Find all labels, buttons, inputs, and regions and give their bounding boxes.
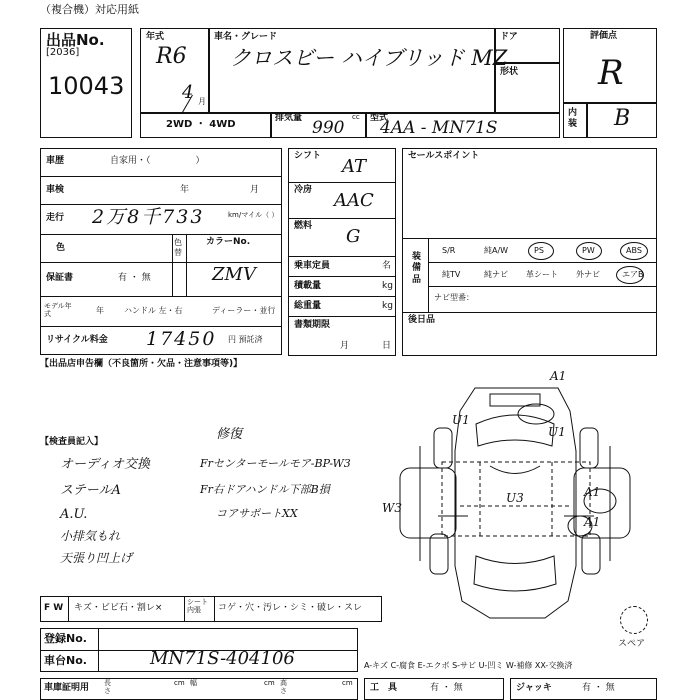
equip-label: 装備品 (412, 252, 422, 285)
fw-label: F W (44, 603, 64, 613)
model-year-label: モデル年式 (44, 302, 72, 319)
load-label: 積載量 (294, 281, 322, 291)
damage-legend: A-キズ C-腐食 E-エクボ S-サビ U-凹ミ W-補修 XX-交換済 (364, 661, 573, 670)
model-year-unit: 年 (96, 306, 104, 315)
cert-label: 車庫証明用 (44, 683, 90, 693)
jack-value: 有 ・ 無 (582, 683, 615, 693)
width-cm: cm (264, 679, 275, 687)
length-label: 長さ (104, 679, 111, 695)
mark-a1-lower: A1 (584, 515, 601, 529)
shape-label: 形状 (500, 67, 519, 77)
chassis-label: 車台No. (44, 654, 87, 667)
mark-u3: U3 (506, 491, 524, 505)
dealer-label: ディーラー・並行 (212, 306, 276, 315)
equip-aw: 純A/W (484, 246, 509, 255)
height-cm: cm (342, 679, 353, 687)
displacement-value: 990 (312, 118, 345, 138)
mileage-unit: km/マイル（ ） (228, 211, 279, 219)
equip-navi: 純ナビ (484, 270, 508, 279)
drive-label: 2WD ・ 4WD (166, 119, 236, 130)
docs-month: 月 (340, 341, 350, 351)
mark-u1-left: U1 (452, 413, 470, 427)
equip-sr: S/R (442, 246, 456, 255)
later-label: 後日品 (408, 315, 436, 325)
model-label: 型式 (370, 113, 389, 123)
inspection-label: 車検 (46, 185, 65, 195)
inspector-note-4: 小排気もれ (60, 529, 121, 543)
sheet-items: コゲ・穴・汚レ・シミ・破レ・スレ (218, 603, 363, 613)
equip-ext-navi: 外ナビ (576, 270, 600, 279)
inspection-year: 年 (180, 185, 190, 195)
color-no-label: カラーNo. (206, 237, 251, 247)
spare-tire-icon (620, 606, 648, 634)
displacement-label: 排気量 (275, 113, 303, 123)
fw-items: キズ・ビビ石・割レ× (74, 603, 163, 613)
equip-airbag: エアB (622, 270, 644, 279)
docs-label: 書類期限 (294, 320, 331, 330)
registration-label: 登録No. (44, 632, 87, 645)
height-label: 高さ (280, 679, 287, 695)
recycle-unit: 円 預託済 (228, 335, 263, 344)
inspector-label: 【検査員記入】 (40, 437, 104, 447)
equip-ps: PS (534, 246, 544, 255)
inspector-note-8: Fr右ドアハンドル下部B損 (200, 483, 330, 496)
color-label: 色 (56, 243, 66, 253)
inspection-month: 月 (250, 185, 260, 195)
equip-leather: 革シート (526, 270, 558, 279)
inspector-note-3: A.U. (60, 507, 88, 522)
year-label: 年式 (146, 32, 165, 42)
interior-label: 内装 (568, 108, 578, 129)
inspector-note-7: Frセンターモールモア-BP-W3 (200, 457, 351, 470)
tool-value: 有 ・ 無 (430, 683, 463, 693)
mark-u1-right: U1 (548, 425, 566, 439)
weight-unit: kg (382, 301, 393, 311)
seat-code: [2036] (46, 47, 80, 58)
mark-a1-top: A1 (550, 369, 567, 383)
score-label: 評価点 (590, 31, 618, 41)
color-change: 色替 (174, 238, 182, 258)
declaration-label: 【出品店申告欄（不良箇所・欠品・注意事項等)】 (40, 359, 243, 369)
details-box (40, 148, 282, 355)
equip-abs-circle (620, 242, 648, 260)
warranty-label: 保証書 (46, 273, 74, 283)
month-unit: 月 (198, 97, 206, 106)
equip-airbag-circle (616, 266, 644, 284)
name-label: 車名・グレード (214, 32, 278, 42)
inspector-note-1: オーディオ交換 (60, 457, 150, 472)
ac-label: 冷房 (294, 185, 313, 195)
chassis-value: MN71S-404106 (150, 648, 295, 669)
mileage-value: 2万8千733 (92, 206, 205, 228)
equip-ps-circle (528, 242, 554, 260)
warranty-value: 有 ・ 無 (118, 273, 151, 283)
fuel-label: 燃料 (294, 221, 313, 231)
inspector-note-5: 天張り凹上げ (60, 551, 133, 565)
inspector-note-9: コアサポートXX (216, 507, 298, 520)
mileage-label: 走行 (46, 213, 65, 223)
history-label: 車歴 (46, 156, 65, 166)
displacement-unit: cc (352, 113, 360, 121)
month-value: 4 (182, 82, 194, 103)
docs-day: 日 (382, 341, 392, 351)
color-no-value: ZMV (212, 264, 256, 285)
shift-value: AT (342, 156, 367, 177)
history-value: 自家用・（ ） (110, 156, 205, 166)
sheet-label: シート内張 (187, 598, 208, 615)
width-label: 幅 (190, 679, 197, 687)
fuel-value: G (346, 226, 361, 247)
length-cm: cm (174, 679, 185, 687)
year-value: R6 (156, 44, 187, 69)
lot-number: 10043 (48, 72, 125, 100)
equip-pw: PW (582, 246, 595, 255)
inspector-note-2: ステールA (60, 483, 121, 498)
handle-label: ハンドル 左・右 (124, 306, 183, 315)
mark-w3: W3 (382, 501, 402, 515)
interior-value: B (614, 106, 631, 131)
shuppin-label: 出品No. (46, 31, 105, 49)
jack-label: ジャッキ (516, 683, 552, 693)
mark-a1-right: A1 (584, 485, 601, 499)
recycle-label: リサイクル料金 (46, 335, 108, 345)
equip-tv: 純TV (442, 270, 461, 279)
load-unit: kg (382, 281, 393, 291)
spare-label: スペア (618, 639, 646, 649)
equip-abs: ABS (626, 246, 642, 255)
door-label: ドア (500, 32, 518, 42)
shift-label: シフト (294, 151, 322, 161)
name-value: クロスビー ハイブリッド MZ (230, 46, 508, 70)
score-value: R (598, 53, 624, 93)
weight-label: 総重量 (294, 301, 322, 311)
navi-label: ナビ型番： (434, 293, 474, 302)
capacity-label: 乗車定員 (294, 261, 331, 271)
tool-label: 工 具 (370, 683, 398, 693)
inspector-note-6: 修復 (216, 427, 243, 442)
capacity-unit: 名 (382, 261, 392, 271)
sales-point-label: セールスポイント (408, 151, 480, 161)
model-value: 4AA - MN71S (380, 118, 498, 138)
recycle-value: 17450 (146, 328, 217, 350)
ac-value: AAC (334, 190, 374, 211)
form-top-label: （複合機）対応用紙 (40, 3, 139, 16)
equip-pw-circle (576, 242, 602, 260)
